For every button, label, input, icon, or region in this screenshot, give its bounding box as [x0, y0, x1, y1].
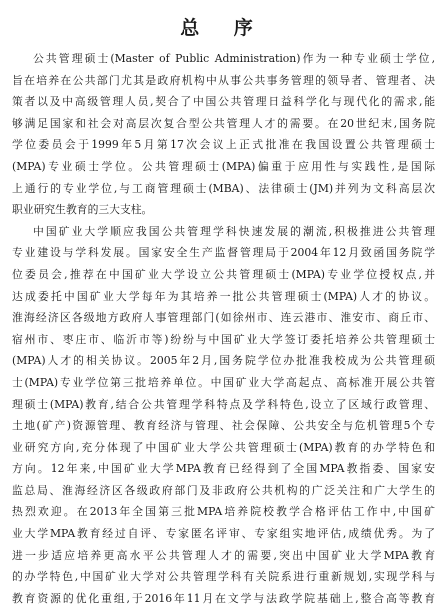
text-line: 业研究方向,充分体现了中国矿业大学公共管理硕士(MPA)教育的办学特色和	[12, 440, 435, 454]
text-line: 进一步适应培养更高水平公共管理人才的需要,突出中国矿业大学MPA教育	[12, 548, 435, 562]
text-line: 士(MPA)专业学位第三批培养单位。中国矿业大学高起点、高标准开展公共管	[12, 375, 435, 389]
text-line: (MPA)人才的相关协议。2005年2月,国务院学位办批准我校成为公共管理硕	[12, 354, 435, 368]
text-line: 职业研究生教育的三大支柱。	[12, 203, 153, 217]
text-line: 土地(矿产)资源管理、教育经济与管理、社会保障、公共安全与危机管理5个专	[12, 419, 435, 433]
text-line: 中国矿业大学顺应我国公共管理学科快速发展的潮流,积极推进公共管理	[33, 224, 435, 238]
text-line: 够满足国家和社会对高层次复合型公共管理人才的需要。在20世纪末,国务院	[12, 116, 435, 130]
text-line: 业大学MPA教育经过自评、专家匿名评审、专家组实地评估,成绩优秀。为了	[12, 527, 435, 541]
text-line: 教育资源的优化重组,于2016年11月在文学与法政学院基础上,整合高等教育	[12, 591, 435, 605]
text-line: 旨在培养在公共部门尤其是政府机构中从事公共事务管理的领导者、管理者、决	[12, 73, 435, 87]
text-line: 宿州市、枣庄市、临沂市等)纷纷与中国矿业大学签订委托培养公共管理硕士	[12, 332, 435, 346]
text-line: 淮海经济区各级地方政府人事管理部门(如徐州市、连云港市、淮安市、商丘市、	[12, 311, 435, 325]
text-line: (MPA)专业硕士学位。公共管理硕士(MPA)偏重于应用性与实践性,是国际	[12, 159, 435, 173]
text-line: 热烈欢迎。在2013年全国第三批MPA培养院校教学合格评估工作中,中国矿	[12, 505, 435, 519]
text-line: 策者以及中高级管理人员,契合了中国公共管理日益科学化与现代化的需求,能	[12, 95, 435, 109]
text-line: 方向。12年来,中国矿业大学MPA教育已经得到了全国MPA教指委、国家安	[12, 462, 435, 476]
text-line: 达成委托中国矿业大学每年为其培养一批公共管理硕士(MPA)人才的协议。	[12, 289, 435, 303]
paragraph	[12, 221, 435, 609]
text-line: 公共管理硕士(Master of Public Administration)作为一种专业硕士学位,	[33, 52, 435, 65]
text-line: 专业建设与学科发展。国家安全生产监督管理局于2004年12月致函国务院学	[12, 246, 435, 260]
text-line: 学位委员会于1999年5月第17次会议上正式批准在我国设置公共管理硕士	[12, 138, 435, 152]
text-line: 位委员会,推荐在中国矿业大学设立公共管理硕士(MPA)专业学位授权点,并	[12, 267, 435, 281]
page-title: 总 序	[180, 17, 267, 39]
text-line: 监总局、淮海经济区各级政府部门及非政府公共机构的广泛关注和广大学生的	[12, 483, 435, 497]
text-line: 的办学特色,中国矿业大学对公共管理学科有关院系进行重新规划,实现学科与	[12, 570, 435, 584]
text-line: 上通行的专业学位,与工商管理硕士(MBA)、法律硕士(JM)并列为文科高层次	[12, 181, 435, 195]
paragraph	[12, 48, 435, 221]
text-line: 理硕士(MPA)教育,结合公共管理学科特点及学科特色,设立了区域行政管理、	[12, 397, 435, 411]
